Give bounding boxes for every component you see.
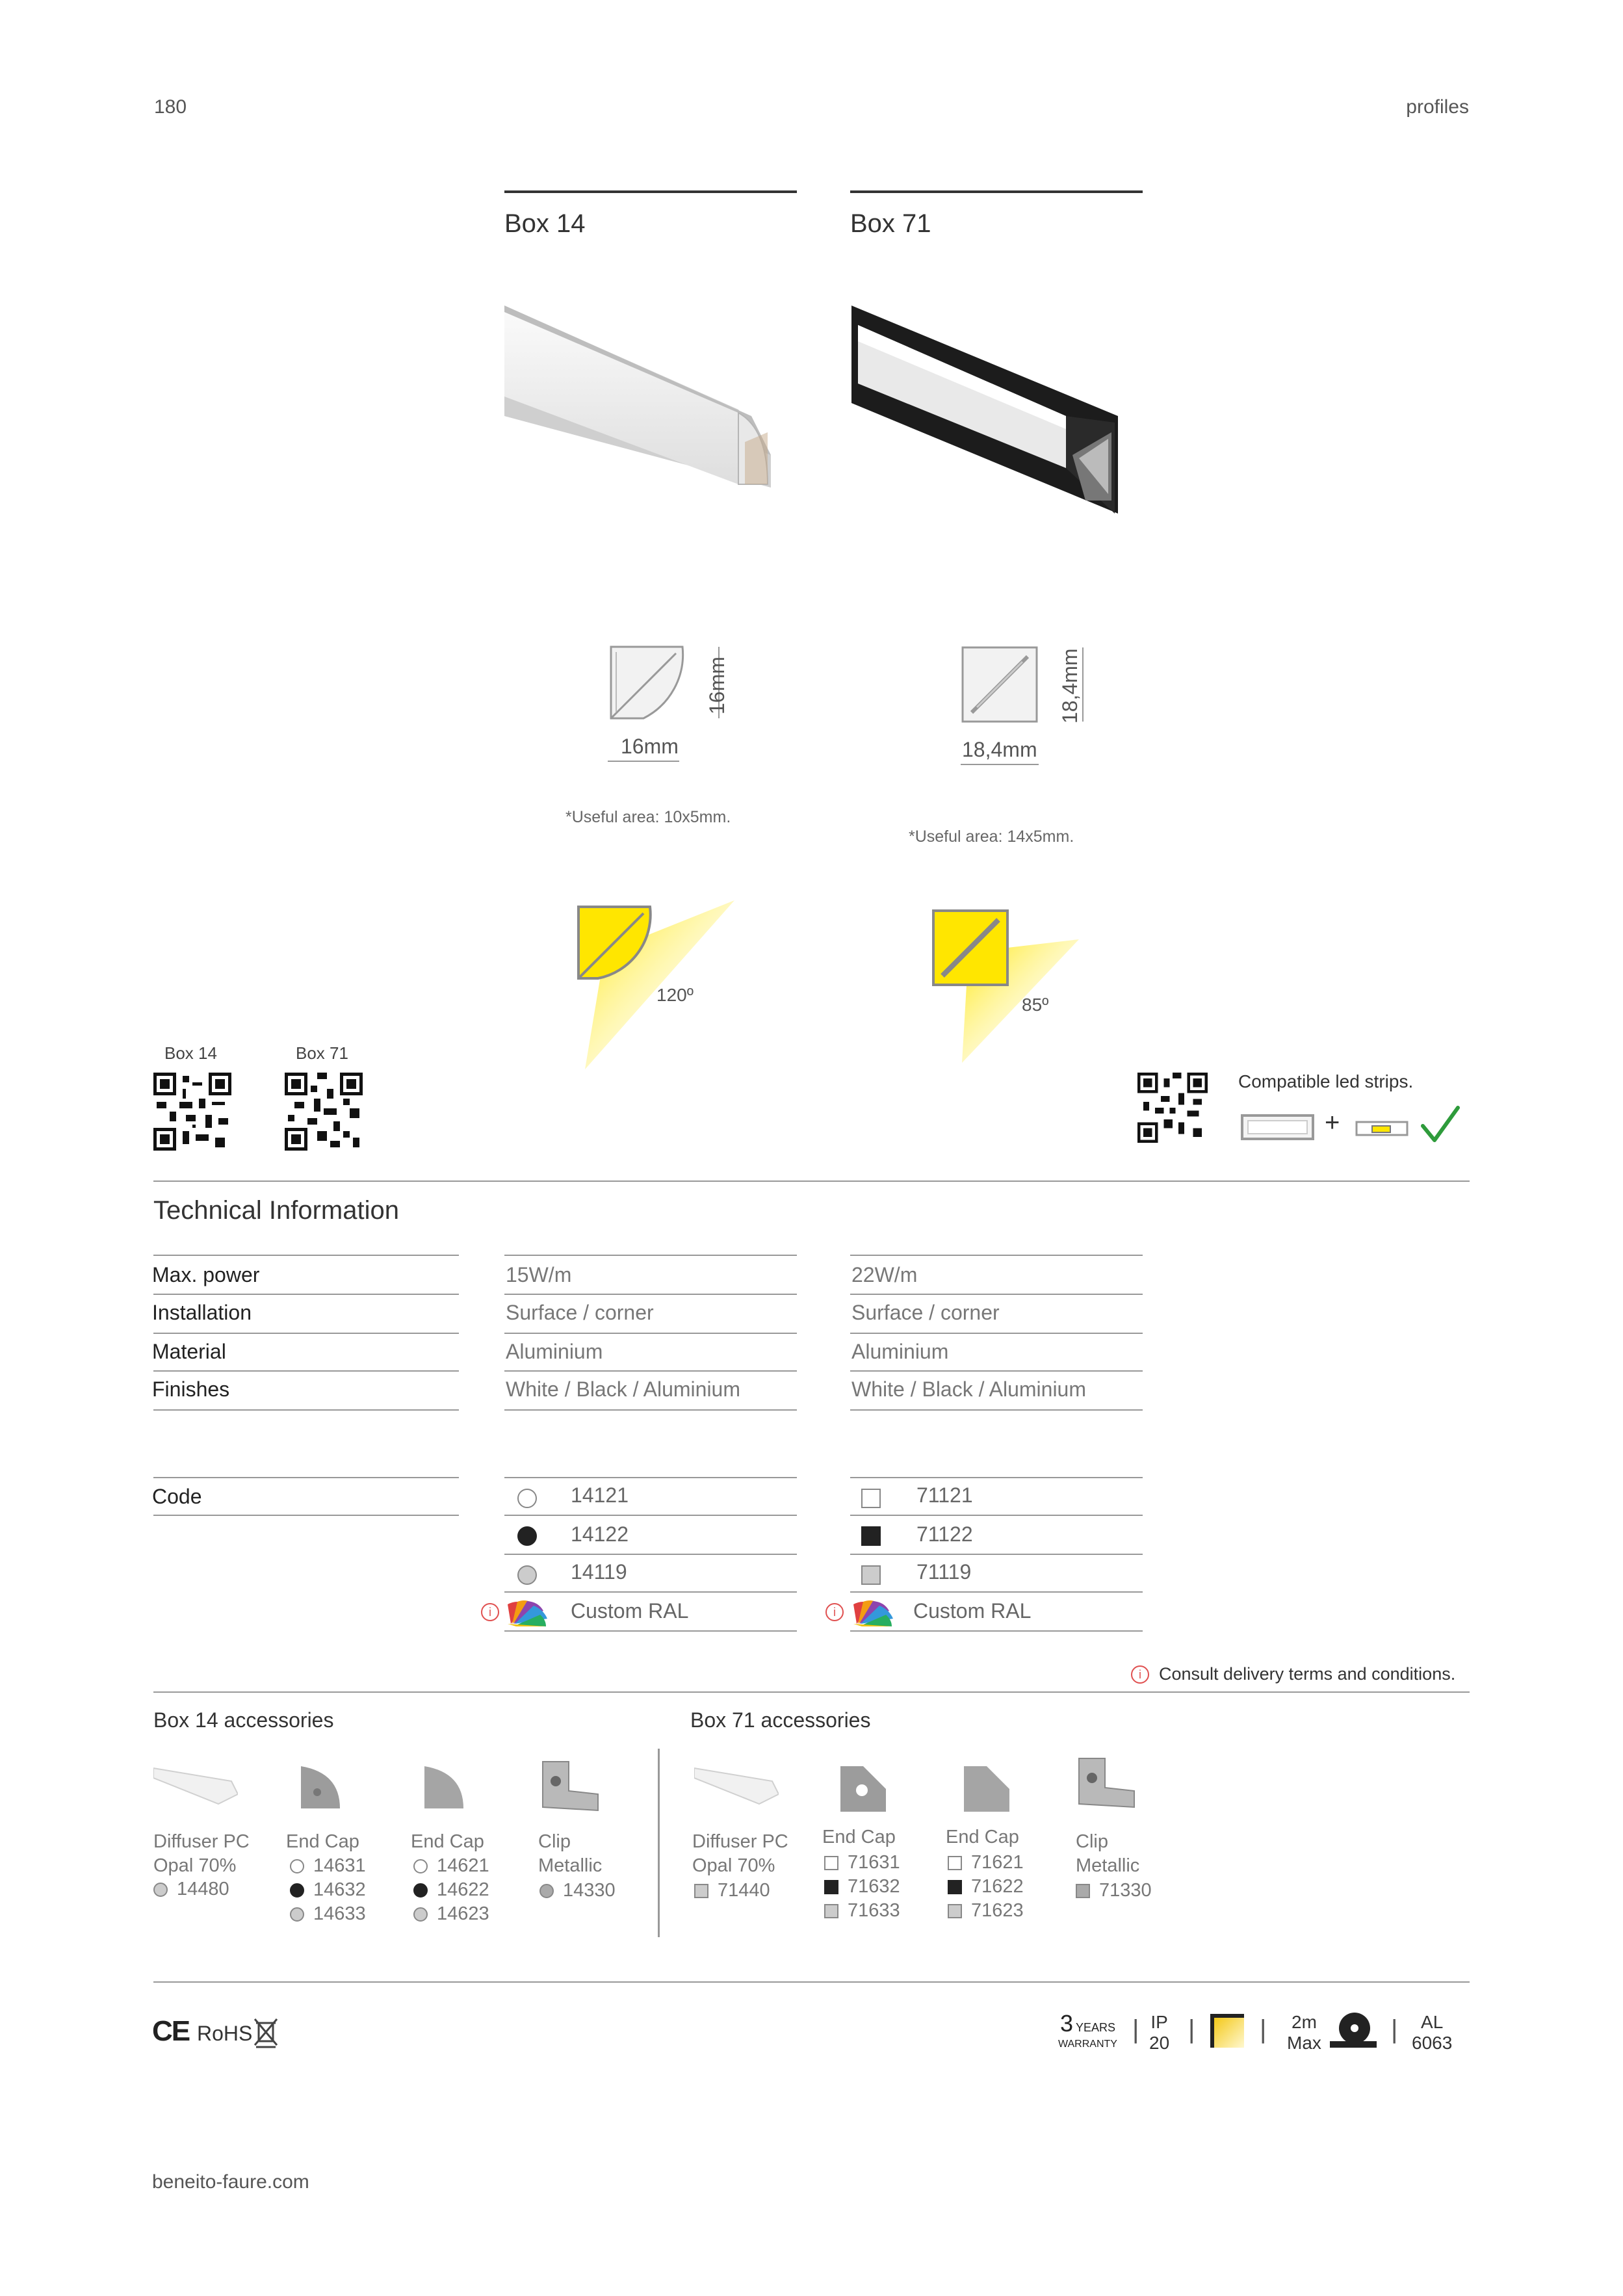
ce-mark: CE (152, 2015, 190, 2047)
acc71-endcap2-code-white: 71621 (948, 1851, 1024, 1875)
acc14-endcap2-name: End Cap (411, 1831, 484, 1852)
finish-white-swatch (517, 1489, 537, 1508)
code14-rule (504, 1591, 797, 1593)
alloy-badge: AL 6063 (1412, 2012, 1453, 2053)
acc14-diffuser-name: Diffuser PC Opal 70% (153, 1831, 250, 1876)
tech-key-material: Material (152, 1340, 226, 1363)
box14-product-image (504, 299, 777, 494)
acc71-clip-name: Clip Metallic (1076, 1831, 1140, 1876)
box71-product-image (851, 306, 1124, 520)
tech-box71-finishes: White / Black / Aluminium (851, 1377, 1086, 1401)
end-cap-round-image (298, 1763, 343, 1815)
tech-box71-power: 22W/m (851, 1263, 918, 1286)
finish-aluminium-swatch (517, 1565, 537, 1585)
box71-useful-area: *Useful area: 14x5mm. (909, 828, 1074, 846)
led-strip-icon (1355, 1119, 1409, 1138)
profile-icon (1240, 1112, 1315, 1143)
acc14-clip-code: 14330 (539, 1879, 616, 1903)
box14-code-aluminium: 14119 (571, 1560, 627, 1584)
box71-width-label: 18,4mm (962, 738, 1037, 761)
tech-title: Technical Information (153, 1196, 399, 1225)
acc71-clip-code: 71330 (1076, 1879, 1152, 1903)
box71-beam-diagram (929, 907, 1098, 1063)
info-icon[interactable]: i (1131, 1665, 1149, 1684)
code14-rule (504, 1554, 797, 1555)
box14-accessories-title: Box 14 accessories (153, 1708, 334, 1732)
accessories-column-divider (658, 1749, 660, 1937)
box71-beam-angle: 85º (1022, 995, 1049, 1015)
rohs-label: RoHS (197, 2022, 253, 2045)
clip-image (1072, 1755, 1137, 1814)
tech-box71-installation: Surface / corner (851, 1301, 1000, 1324)
qr-label-box14: Box 14 (164, 1043, 217, 1063)
code71-rule (850, 1515, 1143, 1516)
acc14-endcap2-code-black: 14622 (413, 1878, 489, 1902)
code71-rule (850, 1591, 1143, 1593)
finish-aluminium-swatch (861, 1565, 881, 1585)
badge-separator: | (1188, 2015, 1195, 2044)
accessories-divider (153, 1691, 1470, 1693)
box14-title: Box 14 (504, 209, 586, 238)
box14-width-line (608, 761, 679, 762)
box71-code-black: 71122 (916, 1522, 973, 1546)
tech-key-installation: Installation (152, 1301, 252, 1324)
tech-key-power: Max. power (152, 1263, 260, 1286)
acc14-clip-name: Clip Metallic (538, 1831, 603, 1876)
finish-black-swatch (861, 1526, 881, 1546)
website-link[interactable]: beneito-faure.com (152, 2171, 309, 2193)
diffuser-image (153, 1762, 238, 1807)
check-icon (1420, 1104, 1461, 1144)
ral-fan-icon (850, 1598, 896, 1628)
acc71-diffuser-code: 71440 (694, 1879, 770, 1903)
acc71-endcap1-code-white: 71631 (824, 1851, 900, 1875)
acc71-endcap2-code-black: 71622 (948, 1875, 1024, 1899)
tech-box14-installation: Surface / corner (506, 1301, 654, 1324)
warranty-badge: 3 YEARS WARRANTY (1058, 2010, 1117, 2050)
box71-code-white: 71121 (916, 1483, 973, 1507)
tech-box71-material: Aluminium (851, 1340, 949, 1363)
box14-beam-angle: 120º (656, 985, 694, 1005)
acc71-diffuser-name: Diffuser PC Opal 70% (692, 1831, 788, 1876)
max-length: 2m Max (1287, 2012, 1321, 2053)
acc14-endcap1-code-black: 14632 (290, 1878, 366, 1902)
consult-note: Consult delivery terms and conditions. (1159, 1664, 1456, 1684)
box14-width-label: 16mm (621, 735, 679, 758)
info-icon[interactable]: i (481, 1603, 499, 1621)
code-label: Code (152, 1485, 202, 1508)
tech-box14-material: Aluminium (506, 1340, 603, 1363)
acc14-endcap1-code-alu: 14633 (290, 1902, 366, 1926)
code71-rule (850, 1630, 1143, 1632)
clip-image (536, 1758, 601, 1817)
footer-divider (153, 1981, 1470, 1983)
code14-rule (504, 1477, 797, 1478)
acc14-endcap2-code-alu: 14623 (413, 1902, 489, 1926)
end-cap-chamfer-image (961, 1763, 1013, 1815)
diffuser-image (694, 1762, 779, 1807)
code71-rule (850, 1477, 1143, 1478)
box14-height-label: 16mm (705, 657, 729, 715)
info-icon[interactable]: i (825, 1603, 844, 1621)
acc14-endcap2-code-white: 14621 (413, 1854, 489, 1878)
code14-rule (504, 1515, 797, 1516)
acc14-endcap1-name: End Cap (286, 1831, 359, 1852)
tech-box14-power: 15W/m (506, 1263, 572, 1286)
qr-code-led-strips[interactable] (1137, 1073, 1208, 1143)
qr-code-box14[interactable] (153, 1073, 231, 1151)
section-title: profiles (1406, 96, 1469, 118)
code71-rule (850, 1554, 1143, 1555)
ip-rating: IP 20 (1149, 2012, 1170, 2053)
qr-label-box71: Box 71 (296, 1043, 348, 1063)
box71-title: Box 71 (850, 209, 931, 238)
badge-separator: | (1132, 2015, 1139, 2044)
light-color-icon (1208, 2011, 1247, 2050)
box14-useful-area: *Useful area: 10x5mm. (565, 808, 731, 826)
finish-black-swatch (517, 1526, 537, 1546)
acc71-endcap2-name: End Cap (946, 1827, 1019, 1847)
page-number: 180 (154, 96, 187, 118)
finish-white-swatch (861, 1489, 881, 1508)
tech-key-rule (153, 1409, 459, 1411)
code14-rule (504, 1630, 797, 1632)
end-cap-angled-image (837, 1763, 889, 1815)
box14-code-black: 14122 (571, 1522, 629, 1546)
box71-width-line (961, 764, 1039, 765)
box14-custom-ral: Custom RAL (571, 1599, 689, 1623)
acc14-endcap1-code-white: 14631 (290, 1854, 366, 1878)
compatible-label: Compatible led strips. (1238, 1071, 1414, 1091)
box71-code-aluminium: 71119 (916, 1560, 972, 1584)
badge-separator: | (1260, 2015, 1267, 2044)
ral-fan-icon (504, 1598, 550, 1628)
acc71-endcap1-code-alu: 71633 (824, 1899, 900, 1923)
tech-key-finishes: Finishes (152, 1377, 230, 1401)
tech-val71-rule (850, 1409, 1143, 1411)
tech-divider (153, 1181, 1470, 1182)
box71-title-rule (850, 190, 1143, 193)
box71-accessories-title: Box 71 accessories (690, 1708, 871, 1732)
plus-sign: + (1325, 1108, 1340, 1137)
end-cap-quarter-image (421, 1763, 467, 1815)
saw-cut-icon (1326, 2007, 1378, 2053)
box71-height-label: 18,4mm (1058, 648, 1082, 724)
tech-box14-finishes: White / Black / Aluminium (506, 1377, 740, 1401)
acc71-endcap1-code-black: 71632 (824, 1875, 900, 1899)
acc71-endcap2-code-alu: 71623 (948, 1899, 1024, 1923)
weee-bin-icon (252, 2016, 279, 2049)
box14-title-rule (504, 190, 797, 193)
acc71-endcap1-name: End Cap (822, 1827, 896, 1847)
tech-val14-rule (504, 1409, 797, 1411)
acc14-diffuser-code: 14480 (153, 1877, 229, 1901)
box71-custom-ral: Custom RAL (913, 1599, 1032, 1623)
box14-code-white: 14121 (571, 1483, 629, 1507)
badge-separator: | (1391, 2015, 1398, 2044)
qr-code-box71[interactable] (285, 1073, 363, 1151)
